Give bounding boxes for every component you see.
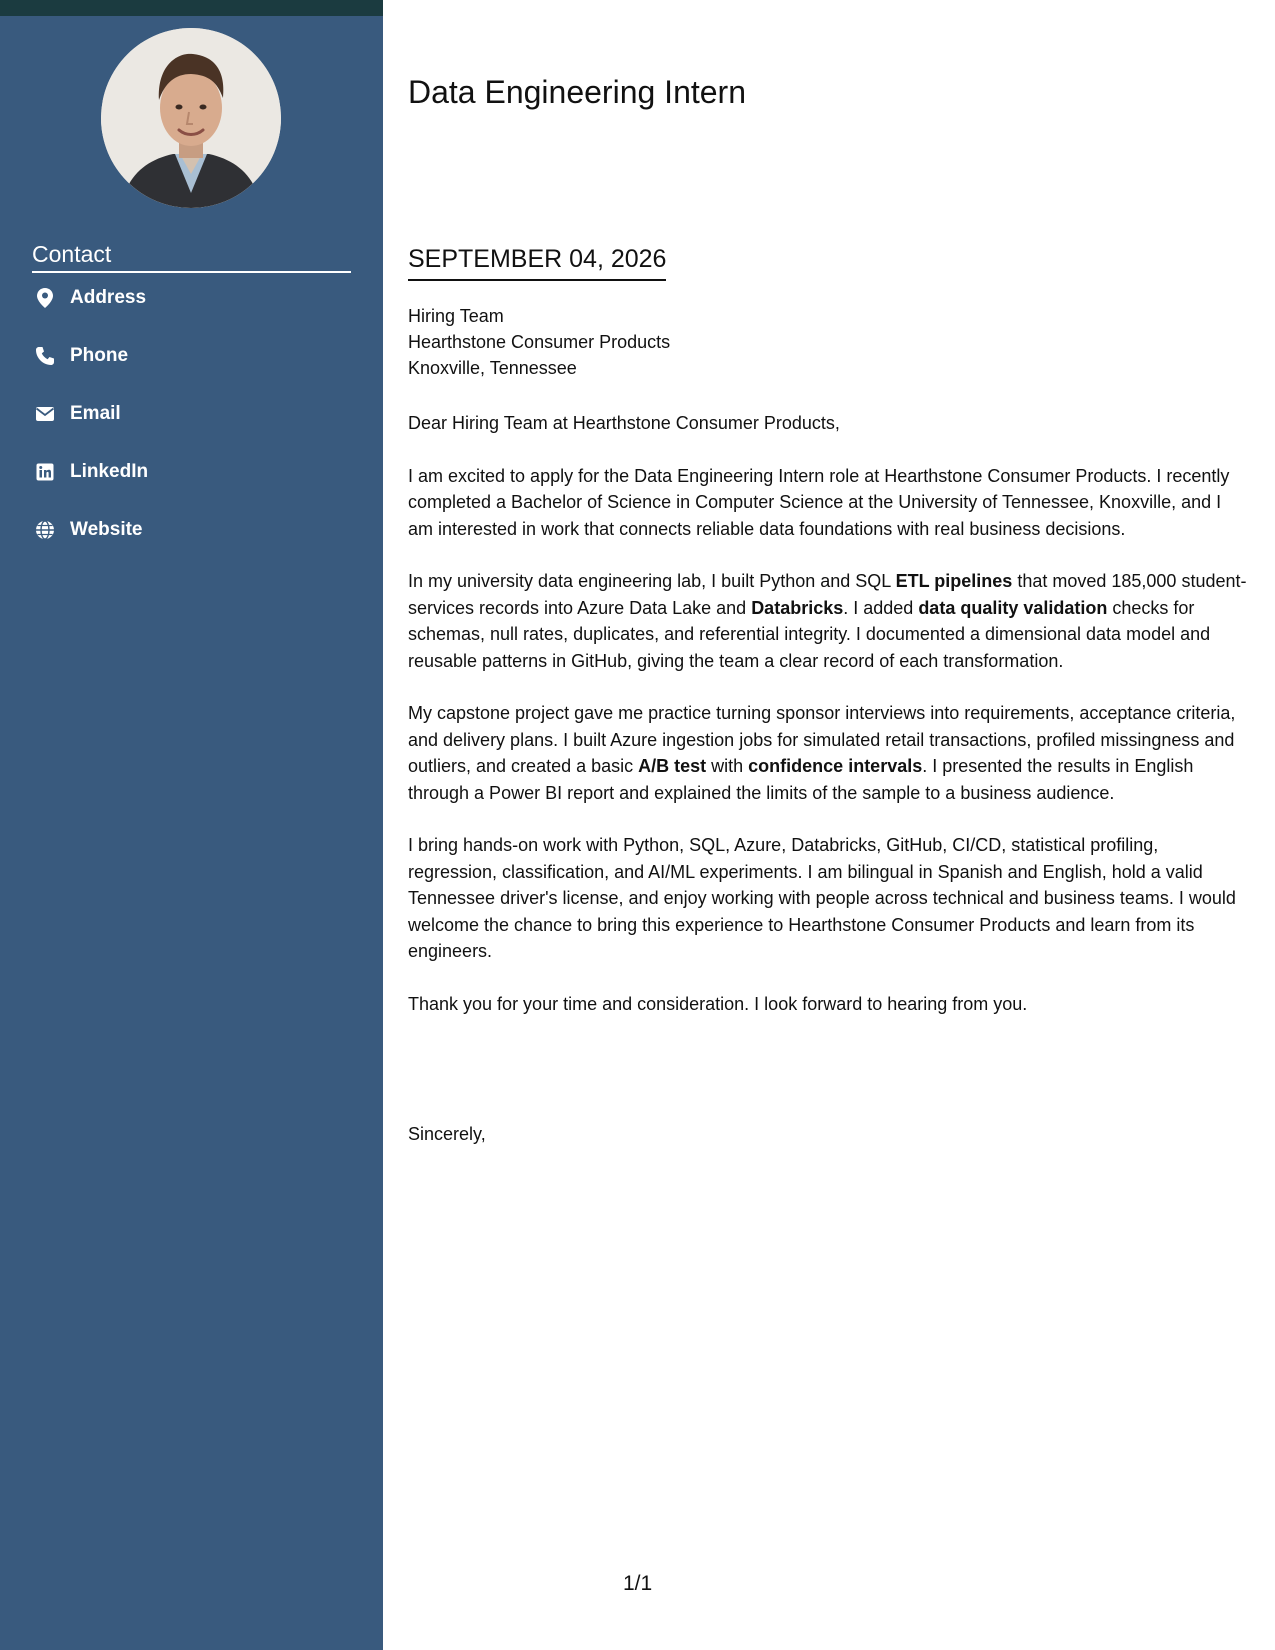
paragraph [408,700,1248,806]
contact-linkedin[interactable] [32,457,351,487]
envelope-icon [32,401,58,427]
phone-icon [32,343,58,369]
linkedin-icon [32,459,58,485]
paragraph: I bring hands-on work with Python, SQL, Azure, Databricks, GitHub, CI/CD, statistical profiling, regression, classification, and AI/ML experiments. I am bilingual in Spanish and English, hold a valid Tennessee driver's license, and enjoy working with people across technical and business teams. I would welcome the chance to bring this experience to Hearthstone Consumer Products and learn from its engineers. [408,835,1236,961]
paragraph [408,568,1248,674]
paragraph-text: . I added [843,597,919,618]
avatar-portrait-image [101,28,281,208]
paragraph-text: . I presented the results in English through a Power BI report and explained the limits of the sample to a business audience. [408,756,1194,803]
contact-email-label: Email [70,403,121,424]
contact-list [32,283,351,573]
paragraph-text: that moved 185,000 student-services records into Azure Data Lake and [408,571,1247,618]
paragraph-text: My capstone project gave me practice turning sponsor interviews into requirements, acceptance criteria, and delivery plans. I built Azure ingestion jobs for simulated retail transactions, profiled missingness and outliers, and created a basic [408,703,1236,776]
bold-phrase: data quality validation [918,597,1108,618]
bold-phrase: confidence intervals [748,756,923,776]
paragraph-text: In my university data engineering lab, I built Python and SQL [408,571,896,591]
contact-address[interactable] [32,283,351,313]
letter-date: SEPTEMBER 04, 2026 [408,244,666,281]
sidebar-top-strip [0,0,383,16]
paragraph: Thank you for your time and consideration. I look forward to hearing from you. [408,993,1028,1014]
paragraph-text: with [706,756,749,776]
contact-phone-label: Phone [70,345,129,366]
recipient-line: Hearthstone Consumer Products [408,332,671,352]
salutation: Dear Hiring Team at Hearthstone Consumer Products, [408,413,840,433]
page-number: 1/1 [623,1572,653,1595]
letter-main [408,0,1248,1650]
contact-website-label: Website [70,519,143,540]
contact-email[interactable] [32,399,351,429]
map-pin-icon [32,285,58,311]
recipient-line: Knoxville, Tennessee [408,358,577,378]
recipient-line: Hiring Team [408,306,504,326]
contact-phone[interactable] [32,341,351,371]
bold-phrase: A/B test [638,756,707,776]
job-title: Data Engineering Intern [408,74,746,110]
contact-address-label: Address [70,287,147,308]
paragraph: I am excited to apply for the Data Engineering Intern role at Hearthstone Consumer Products. I recently completed a Bachelor of Science in Computer Science at the University of Tennessee, Knoxville, and I am interested in work that connects reliable data foundations with real business decisions. [408,465,1230,539]
globe-icon [32,517,58,543]
contact-heading: Contact [32,240,351,273]
recipient-block [408,303,1248,381]
avatar [101,28,281,208]
letter-body [408,410,1248,1043]
closing: Sincerely, [408,1124,486,1144]
bold-phrase: Databricks [751,597,844,618]
sidebar [0,0,383,1650]
bold-phrase: ETL pipelines [895,571,1013,591]
contact-website[interactable] [32,515,351,545]
paragraph-text: checks for schemas, null rates, duplicates, and referential integrity. I documented a dimensional data model and reusable patterns in GitHub, giving the team a clear record of each transformation. [408,597,1211,671]
contact-linkedin-label: LinkedIn [70,461,149,482]
